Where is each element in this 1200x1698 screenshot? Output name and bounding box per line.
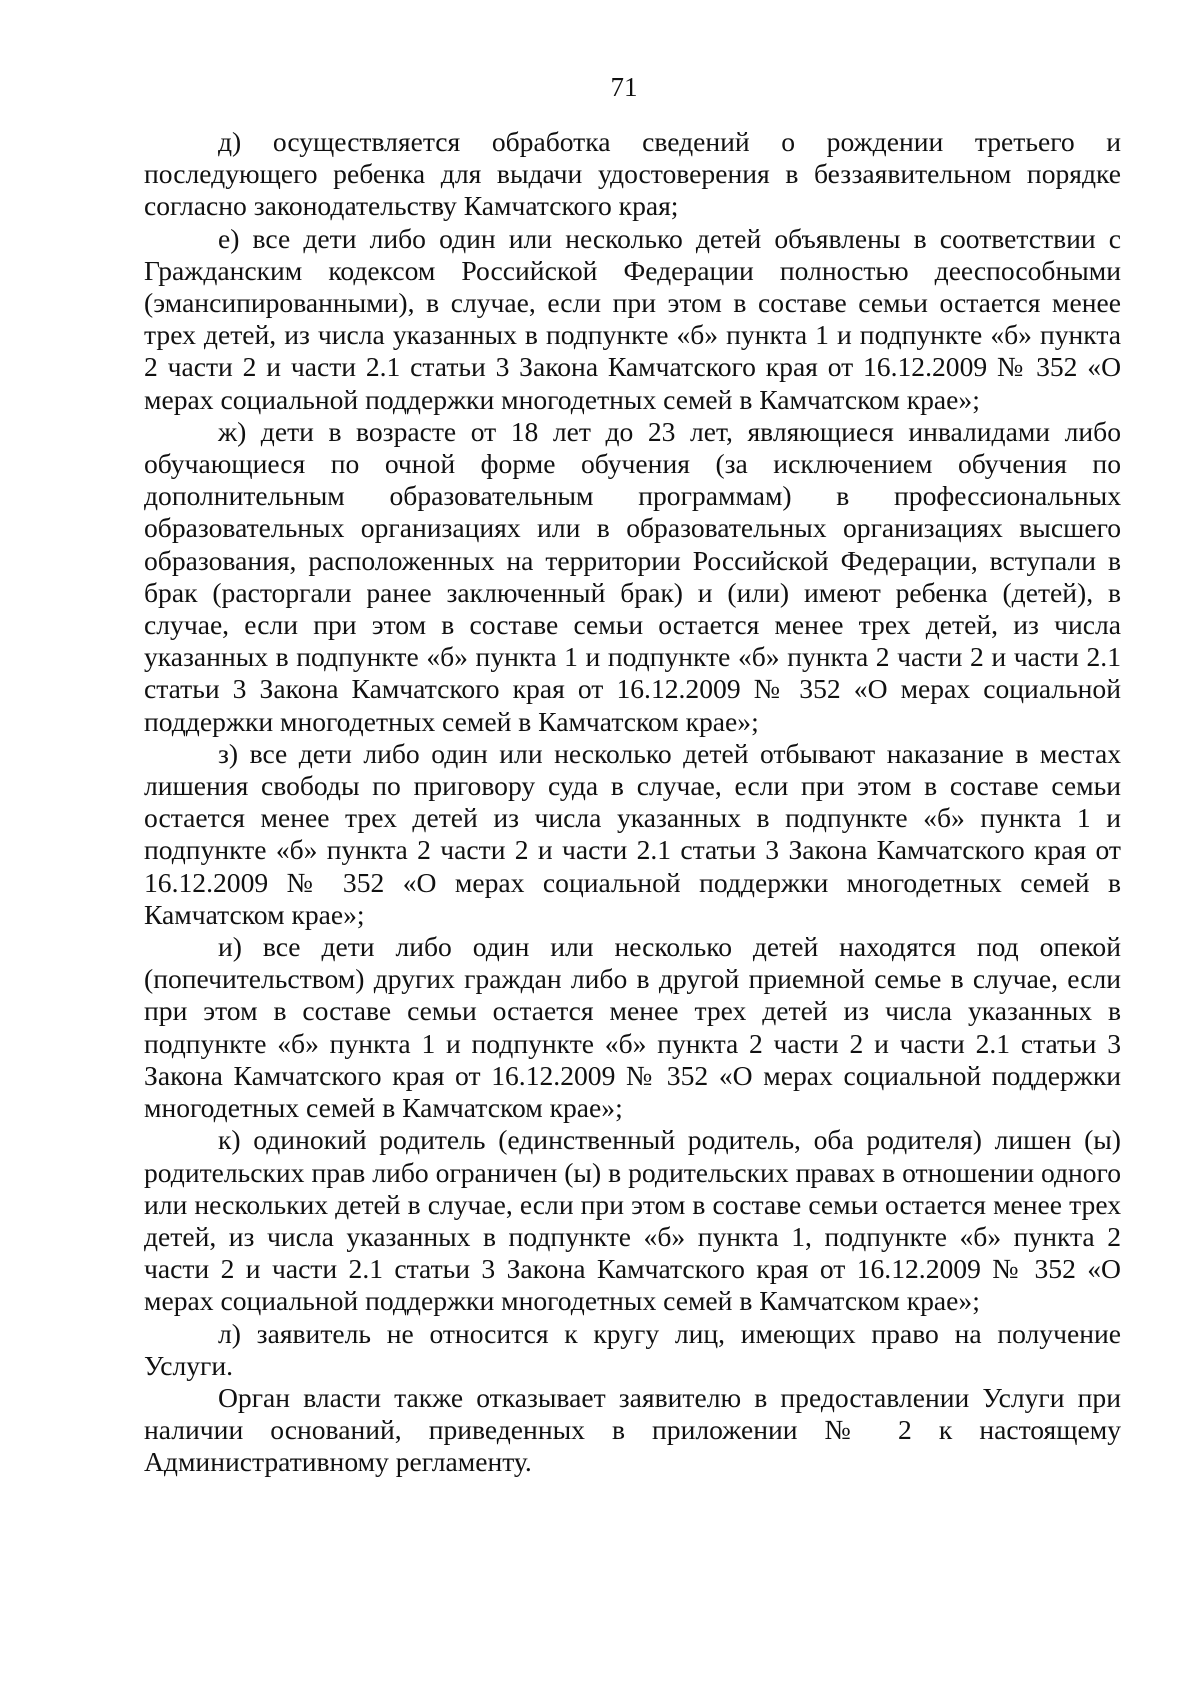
paragraph-d: д) осуществляется обработка сведений о рождении третьего и последующего ребенка для выдачи удостоверения в беззаявительном порядке согласно законодательству Камчатского края; [144, 126, 1121, 222]
paragraph-z: з) все дети либо один или несколько детей отбывают наказание в местах лишения свободы по приговору суда в случае, если при этом в составе семьи остается менее трех детей из числа указанных в подпункте «б» пункта 1 и подпункте «б» пункта 2 части 2 и части 2.1 статьи 3 Закона Камчатского края от 16.12.2009 № 352 «О мерах социальной поддержки многодетных семей в Камчатском крае»; [144, 737, 1121, 930]
document-body [144, 126, 1121, 1479]
paragraph-l: л) заявитель не относится к кругу лиц, имеющих право на получение Услуги. [144, 1317, 1121, 1381]
paragraph-refusal-grounds: Орган власти также отказывает заявителю в предоставлении Услуги при наличии оснований, приведенных в приложении № 2 к настоящему Административному регламенту. [144, 1381, 1121, 1478]
paragraph-i: и) все дети либо один или несколько детей находятся под опекой (попечительством) других граждан либо в другой приемной семье в случае, если при этом в составе семьи остается менее трех детей из числа указанных в подпункте «б» пункта 1 и подпункте «б» пункта 2 части 2 и части 2.1 статьи 3 Закона Камчатского края от 16.12.2009 № 352 «О мерах социальной поддержки многодетных семей в Камчатском крае»; [144, 931, 1121, 1124]
page-number: 71 [610, 72, 638, 102]
paragraph-k: к) одинокий родитель (единственный родитель, оба родителя) лишен (ы) родительских прав либо ограничен (ы) в родительских правах в отношении одного или нескольких детей в случае, если при этом в составе семьи остается менее трех детей, из числа указанных в подпункте «б» пункта 1, подпункте «б» пункта 2 части 2 и части 2.1 статьи 3 Закона Камчатского края от 16.12.2009 № 352 «О мерах социальной поддержки многодетных семей в Камчатском крае»; [144, 1124, 1121, 1317]
paragraph-zh: ж) дети в возрасте от 18 лет до 23 лет, являющиеся инвалидами либо обучающиеся по очной форме обучения (за исключением обучения по дополнительным образовательным программам) в профессиональных образовательных организациях или в образовательных организациях высшего образования, расположенных на территории Российской Федерации, вступали в брак (расторгали ранее заключенный брак) и (или) имеют ребенка (детей), в случае, если при этом в составе семьи остается менее трех детей, из числа указанных в подпункте «б» пункта 1 и подпункте «б» пункта 2 части 2 и части 2.1 статьи 3 Закона Камчатского края от 16.12.2009 № 352 «О мерах социальной поддержки многодетных семей в Камчатском крае»; [144, 415, 1121, 737]
paragraph-e: е) все дети либо один или несколько детей объявлены в соответствии с Гражданским кодексом Российской Федерации полностью дееспособными (эмансипированными), в случае, если при этом в составе семьи остается менее трех детей, из числа указанных в подпункте «б» пункта 1 и подпункте «б» пункта 2 части 2 и части 2.1 статьи 3 Закона Камчатского края от 16.12.2009 № 352 «О мерах социальной поддержки многодетных семей в Камчатском крае»; [144, 222, 1121, 415]
